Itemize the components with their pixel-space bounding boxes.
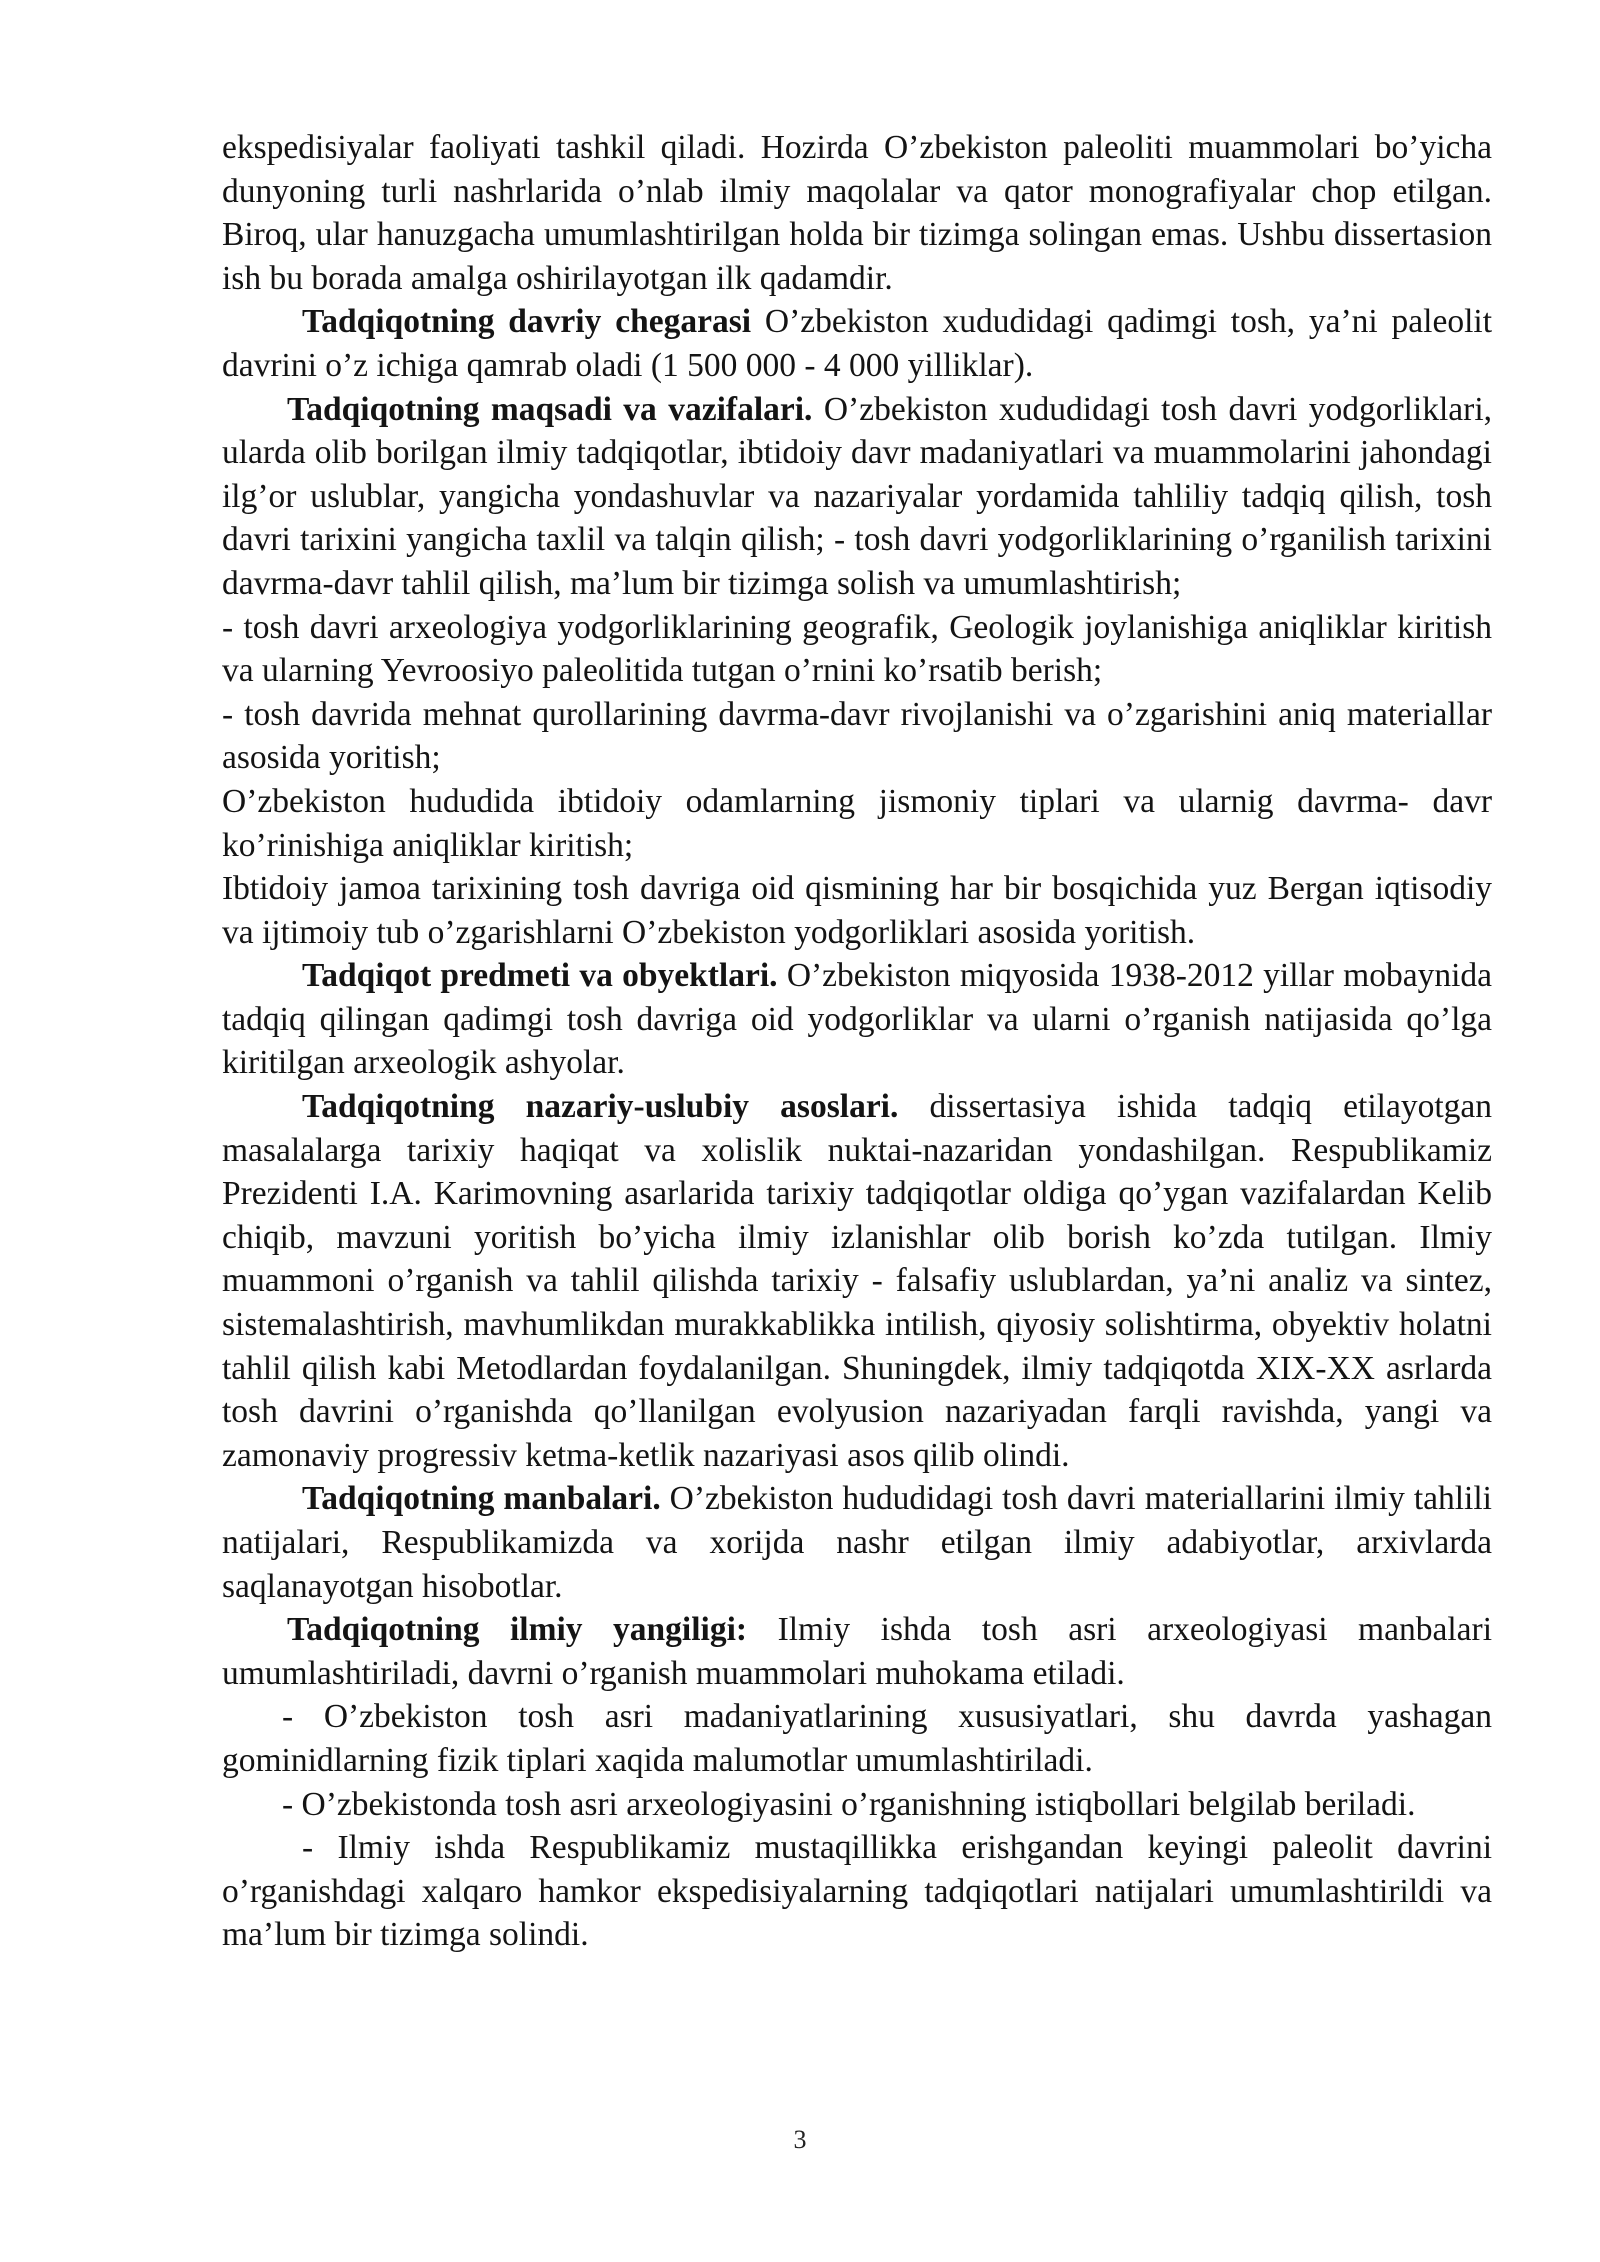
paragraph-expeditions bbox=[222, 126, 1492, 300]
list-item-geography bbox=[222, 606, 1492, 693]
paragraph-text: dissertasiya ishida tadqiq etilayotgan masalalarga tarixiy haqiqat va xolislik nuktai-nazaridan yondashilgan. Respublikamiz Prezidenti I.A. Karimovning asarlarida tarixiy tadqiqotlar oldiga qo’ygan vazifalardan Kelib chiqib, mavzuni yoritish bo’yicha ilmiy izlanishlar olib borish ko’zda tutilgan. Ilmiy muammoni o’rganish va tahlil qilishda tarixiy - falsafiy uslublardan, ya’ni analiz va sintez, sistemalashtirish, mavhumlikdan murakkablikka intilish, qiyosiy solishtirma, obyektiv holatni tahlil qilish kabi Metodlardan foydalanilgan. Shuningdek, ilmiy tadqiqotda XIX-XX asrlarda tosh davrini o’rganishda qo’llanilgan evolyusion nazariyadan farqli ravishda, yangi va zamonaviy progressiv ketma-ketlik nazariyasi asos qilib olindi. bbox=[222, 1088, 1492, 1474]
list-item-international bbox=[222, 1826, 1492, 1957]
paragraph-text: O’zbekiston hududidagi tosh davri materiallarini ilmiy tahlili natijalari, Respublikamizda va xorijda nashr etilgan ilmiy adabiyotlar, arxivlarda saqlanayotgan hisobotlar. bbox=[222, 1480, 1492, 1605]
paragraph-text: O’zbekiston xududidagi qadimgi tosh, ya’ni paleolit davrini o’z ichiga qamrab oladi (1 500 000 - 4 000 yilliklar). bbox=[222, 303, 1492, 384]
list-item-cultures bbox=[222, 1695, 1492, 1782]
paragraph-subject-objects bbox=[222, 954, 1492, 1085]
paragraph-heading: Tadqiqotning davriy chegarasi bbox=[302, 303, 752, 341]
paragraph-text: Ibtidoiy jamoa tarixining tosh davriga oid qismining har bir bosqichida yuz Bergan iqtisodiy va ijtimoiy tub o’zgarishlarni O’zbekiston yodgorliklari asosida yoritish. bbox=[222, 870, 1492, 951]
paragraph-text: - O’zbekiston tosh asri madaniyatlarining xususiyatlari, shu davrda yashagan gominidlarning fizik tiplari xaqida malumotlar umumlashtiriladi. bbox=[222, 1698, 1492, 1779]
paragraph-novelty bbox=[222, 1608, 1492, 1695]
paragraph-heading: Tadqiqot predmeti va obyektlari. bbox=[302, 957, 778, 995]
list-item-prospects bbox=[222, 1783, 1492, 1827]
paragraph-text: - tosh davri arxeologiya yodgorliklarining geografik, Geologik joylanishiga aniqliklar kiritish va ularning Yevroosiyo paleolitida tutgan o’rnini ko’rsatib berish; bbox=[222, 608, 1492, 690]
page-number: 3 bbox=[793, 2125, 807, 2154]
paragraph-text: - Ilmiy ishda Respublikamiz mustaqillikka erishgandan keyingi paleolit davrini o’rganishdagi xalqaro hamkor ekspedisiyalarning tadqiqotlari natijalari umumlashtirildi va ma’lum bir tizimga solindi. bbox=[222, 1829, 1492, 1954]
paragraph-text: Ilmiy ishda tosh asri arxeologiyasi manbalari umumlashtiriladi, davrni o’rganish muammolari muhokama etiladi. bbox=[222, 1611, 1492, 1692]
paragraph-sources bbox=[222, 1477, 1492, 1608]
paragraph-heading: Tadqiqotning maqsadi va vazifalari. bbox=[287, 390, 813, 428]
paragraph-methodology bbox=[222, 1085, 1492, 1477]
paragraph-text: O’zbekiston hududida ibtidoiy odamlarning jismoniy tiplari va ularnig davrma- davr ko’rinishiga aniqliklar kiritish; bbox=[222, 782, 1492, 864]
paragraph-text: O’zbekiston xududidagi tosh davri yodgorliklari, ularda olib borilgan ilmiy tadqiqotlar, ibtidoiy davr madaniyatlari va muammolarini jahondagi ilg’or uslublar, yangicha yondashuvlar va nazariyalar yordamida tahliliy tadqiq qilish, tosh davri tarixini yangicha taxlil va talqin qilish; - tosh davri yodgorliklarining o’rganilish tarixini davrma-davr tahlil qilish, ma’lum bir tizimga solish va umumlashtirish; bbox=[222, 390, 1492, 602]
paragraph-heading: Tadqiqotning nazariy-uslubiy asoslari. bbox=[302, 1088, 899, 1126]
list-item-physical-types bbox=[222, 780, 1492, 867]
paragraph-heading: Tadqiqotning ilmiy yangiligi: bbox=[287, 1611, 748, 1649]
paragraph-heading: Tadqiqotning manbalari. bbox=[302, 1480, 661, 1518]
paragraph-aims-tasks bbox=[222, 388, 1492, 606]
paragraph-chronological-limits bbox=[222, 300, 1492, 387]
list-item-tools bbox=[222, 693, 1492, 780]
paragraph-text: - O’zbekistonda tosh asri arxeologiyasini o’rganishning istiqbollari belgilab beriladi. bbox=[282, 1785, 1416, 1823]
document-body bbox=[222, 126, 1492, 1957]
paragraph-text: ekspedisiyalar faoliyati tashkil qiladi. Hozirda O’zbekiston paleoliti muammolari bo’yicha dunyoning turli nashrlarida o’nlab ilmiy maqolalar va qator monografiyalar chop etilgan. Biroq, ular hanuzgacha umumlashtirilgan holda bir tizimga solingan emas. Ushbu dissertasion ish bu borada amalga oshirilayotgan ilk qadamdir. bbox=[222, 129, 1492, 297]
paragraph-text: - tosh davrida mehnat qurollarining davrma-davr rivojlanishi va o’zgarishini aniq materiallar asosida yoritish; bbox=[222, 695, 1492, 777]
list-item-socioeconomic bbox=[222, 867, 1492, 954]
paragraph-text: O’zbekiston miqyosida 1938-2012 yillar mobaynida tadqiq qilingan qadimgi tosh davriga oid yodgorliklar va ularni o’rganish natijasida qo’lga kiritilgan arxeologik ashyolar. bbox=[222, 957, 1492, 1082]
